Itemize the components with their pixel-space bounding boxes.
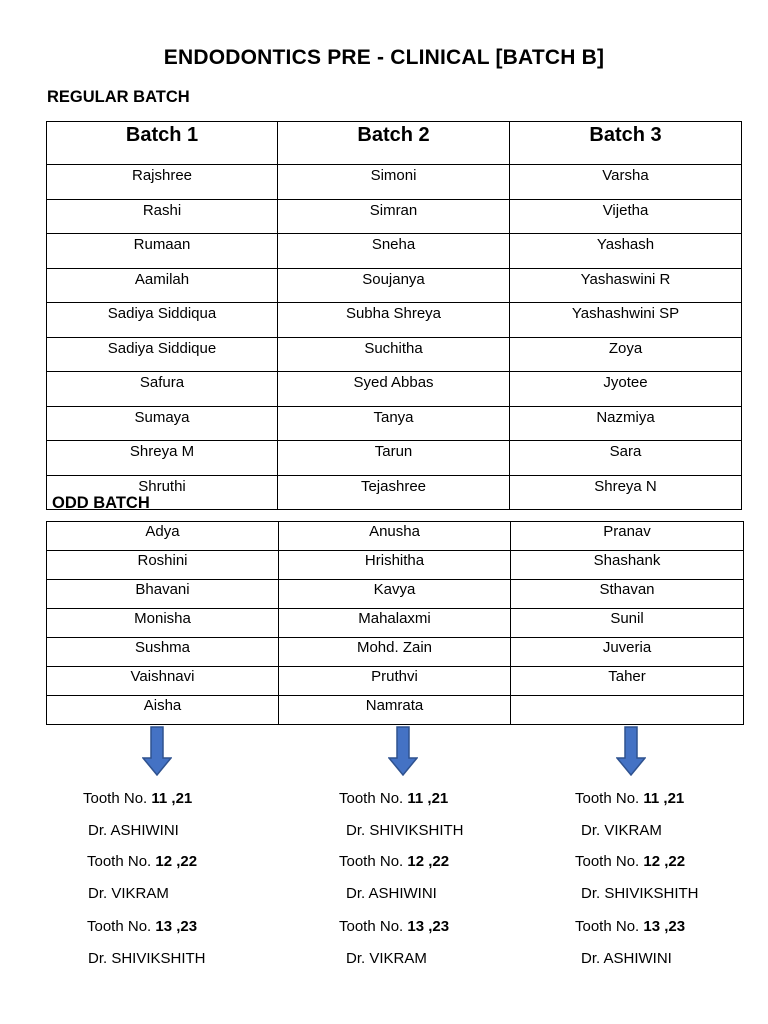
tooth-number bbox=[83, 790, 192, 807]
table-cell: Kavya bbox=[279, 580, 511, 609]
tooth-number bbox=[575, 853, 685, 870]
table-cell: Vijetha bbox=[510, 199, 742, 234]
table-cell: Sadiya Siddiqua bbox=[47, 303, 278, 338]
tooth-label: Tooth No. bbox=[339, 790, 408, 807]
table-row bbox=[47, 609, 744, 638]
table-cell: Hrishitha bbox=[279, 551, 511, 580]
tooth-label: Tooth No. bbox=[575, 790, 644, 807]
table-row bbox=[47, 638, 744, 667]
table-cell: Zoya bbox=[510, 337, 742, 372]
doctor-name: Dr. VIKRAM bbox=[346, 950, 427, 967]
page-title: ENDODONTICS PRE - CLINICAL [BATCH B] bbox=[163, 46, 605, 69]
tooth-number bbox=[575, 790, 684, 807]
tooth-value: 12 ,22 bbox=[155, 853, 198, 870]
tooth-number bbox=[87, 918, 197, 935]
table-cell: Rumaan bbox=[47, 234, 278, 269]
table-row bbox=[47, 234, 742, 269]
table-row bbox=[47, 667, 744, 696]
tooth-number bbox=[87, 853, 197, 870]
table-cell: Taher bbox=[511, 667, 744, 696]
tooth-value: 13 ,23 bbox=[643, 918, 686, 935]
table-cell: Yashash bbox=[510, 234, 742, 269]
tooth-number bbox=[339, 853, 449, 870]
table-row bbox=[47, 199, 742, 234]
table-cell: Tarun bbox=[278, 441, 510, 476]
table-cell: Soujanya bbox=[278, 268, 510, 303]
table-cell: Sthavan bbox=[511, 580, 744, 609]
table-cell: Varsha bbox=[510, 165, 742, 200]
doctor-name: Dr. VIKRAM bbox=[88, 885, 169, 902]
table-cell: Sumaya bbox=[47, 406, 278, 441]
table-cell: Aisha bbox=[47, 696, 279, 725]
table-cell: Shruthi bbox=[47, 475, 278, 510]
table-cell: Vaishnavi bbox=[47, 667, 279, 696]
table-cell: Rashi bbox=[47, 199, 278, 234]
table-row bbox=[47, 475, 742, 510]
table-cell: Rajshree bbox=[47, 165, 278, 200]
table-row bbox=[47, 165, 742, 200]
doctor-name: Dr. SHIVIKSHITH bbox=[581, 885, 699, 902]
table-cell: Juveria bbox=[511, 638, 744, 667]
doctor-name: Dr. SHIVIKSHITH bbox=[346, 822, 464, 839]
table-cell: Sushma bbox=[47, 638, 279, 667]
doctor-name: Dr. ASHIWINI bbox=[346, 885, 437, 902]
table-cell: Shreya N bbox=[510, 475, 742, 510]
tooth-value: 13 ,23 bbox=[407, 918, 450, 935]
table-cell: Anusha bbox=[279, 522, 511, 551]
table-cell: Shreya M bbox=[47, 441, 278, 476]
table-cell: Jyotee bbox=[510, 372, 742, 407]
tooth-value: 11 ,21 bbox=[151, 790, 193, 807]
table-cell: Aamilah bbox=[47, 268, 278, 303]
table-cell: Mahalaxmi bbox=[279, 609, 511, 638]
table-cell: Monisha bbox=[47, 609, 279, 638]
column-header-batch-1: Batch 1 bbox=[47, 122, 278, 165]
table-row bbox=[47, 303, 742, 338]
regular-batch-table bbox=[46, 121, 742, 510]
tooth-label: Tooth No. bbox=[87, 853, 156, 870]
tooth-number bbox=[575, 918, 685, 935]
table-cell: Tejashree bbox=[278, 475, 510, 510]
table-row bbox=[47, 580, 744, 609]
table-cell: Mohd. Zain bbox=[279, 638, 511, 667]
table-cell: Roshini bbox=[47, 551, 279, 580]
tooth-number bbox=[339, 918, 449, 935]
doctor-name: Dr. ASHIWINI bbox=[88, 822, 179, 839]
table-row bbox=[47, 441, 742, 476]
tooth-value: 11 ,21 bbox=[643, 790, 685, 807]
table-cell: Syed Abbas bbox=[278, 372, 510, 407]
column-header-batch-2: Batch 2 bbox=[278, 122, 510, 165]
tooth-value: 12 ,22 bbox=[643, 853, 686, 870]
tooth-label: Tooth No. bbox=[575, 918, 644, 935]
column-header-batch-3: Batch 3 bbox=[510, 122, 742, 165]
table-cell: Safura bbox=[47, 372, 278, 407]
doctor-name: Dr. ASHIWINI bbox=[581, 950, 672, 967]
table-cell: Namrata bbox=[279, 696, 511, 725]
tooth-value: 11 ,21 bbox=[407, 790, 449, 807]
doctor-name: Dr. VIKRAM bbox=[581, 822, 662, 839]
table-cell bbox=[511, 696, 744, 725]
table-header-row bbox=[47, 122, 742, 165]
tooth-label: Tooth No. bbox=[339, 853, 408, 870]
table-cell: Simoni bbox=[278, 165, 510, 200]
table-cell: Sara bbox=[510, 441, 742, 476]
tooth-number bbox=[339, 790, 448, 807]
table-cell: Yashaswini R bbox=[510, 268, 742, 303]
table-row bbox=[47, 337, 742, 372]
table-cell: Shashank bbox=[511, 551, 744, 580]
doctor-name: Dr. SHIVIKSHITH bbox=[88, 950, 206, 967]
table-cell: Sunil bbox=[511, 609, 744, 638]
down-arrow-icon bbox=[142, 726, 172, 776]
table-cell: Tanya bbox=[278, 406, 510, 441]
table-cell: Pruthvi bbox=[279, 667, 511, 696]
table-row bbox=[47, 406, 742, 441]
table-cell: Suchitha bbox=[278, 337, 510, 372]
odd-batch-heading: ODD BATCH bbox=[52, 494, 150, 512]
table-cell: Sadiya Siddique bbox=[47, 337, 278, 372]
tooth-label: Tooth No. bbox=[575, 853, 644, 870]
table-row bbox=[47, 522, 744, 551]
tooth-value: 13 ,23 bbox=[155, 918, 198, 935]
table-cell: Subha Shreya bbox=[278, 303, 510, 338]
tooth-label: Tooth No. bbox=[87, 918, 156, 935]
tooth-value: 12 ,22 bbox=[407, 853, 450, 870]
table-row bbox=[47, 551, 744, 580]
table-cell: Adya bbox=[47, 522, 279, 551]
tooth-label: Tooth No. bbox=[339, 918, 408, 935]
regular-batch-heading: REGULAR BATCH bbox=[47, 88, 190, 106]
table-row bbox=[47, 696, 744, 725]
table-row bbox=[47, 268, 742, 303]
table-row bbox=[47, 372, 742, 407]
table-cell: Nazmiya bbox=[510, 406, 742, 441]
down-arrow-icon bbox=[616, 726, 646, 776]
table-cell: Pranav bbox=[511, 522, 744, 551]
table-cell: Bhavani bbox=[47, 580, 279, 609]
table-cell: Yashashwini SP bbox=[510, 303, 742, 338]
down-arrow-icon bbox=[388, 726, 418, 776]
table-cell: Sneha bbox=[278, 234, 510, 269]
table-cell: Simran bbox=[278, 199, 510, 234]
tooth-label: Tooth No. bbox=[83, 790, 152, 807]
odd-batch-table bbox=[46, 521, 744, 725]
